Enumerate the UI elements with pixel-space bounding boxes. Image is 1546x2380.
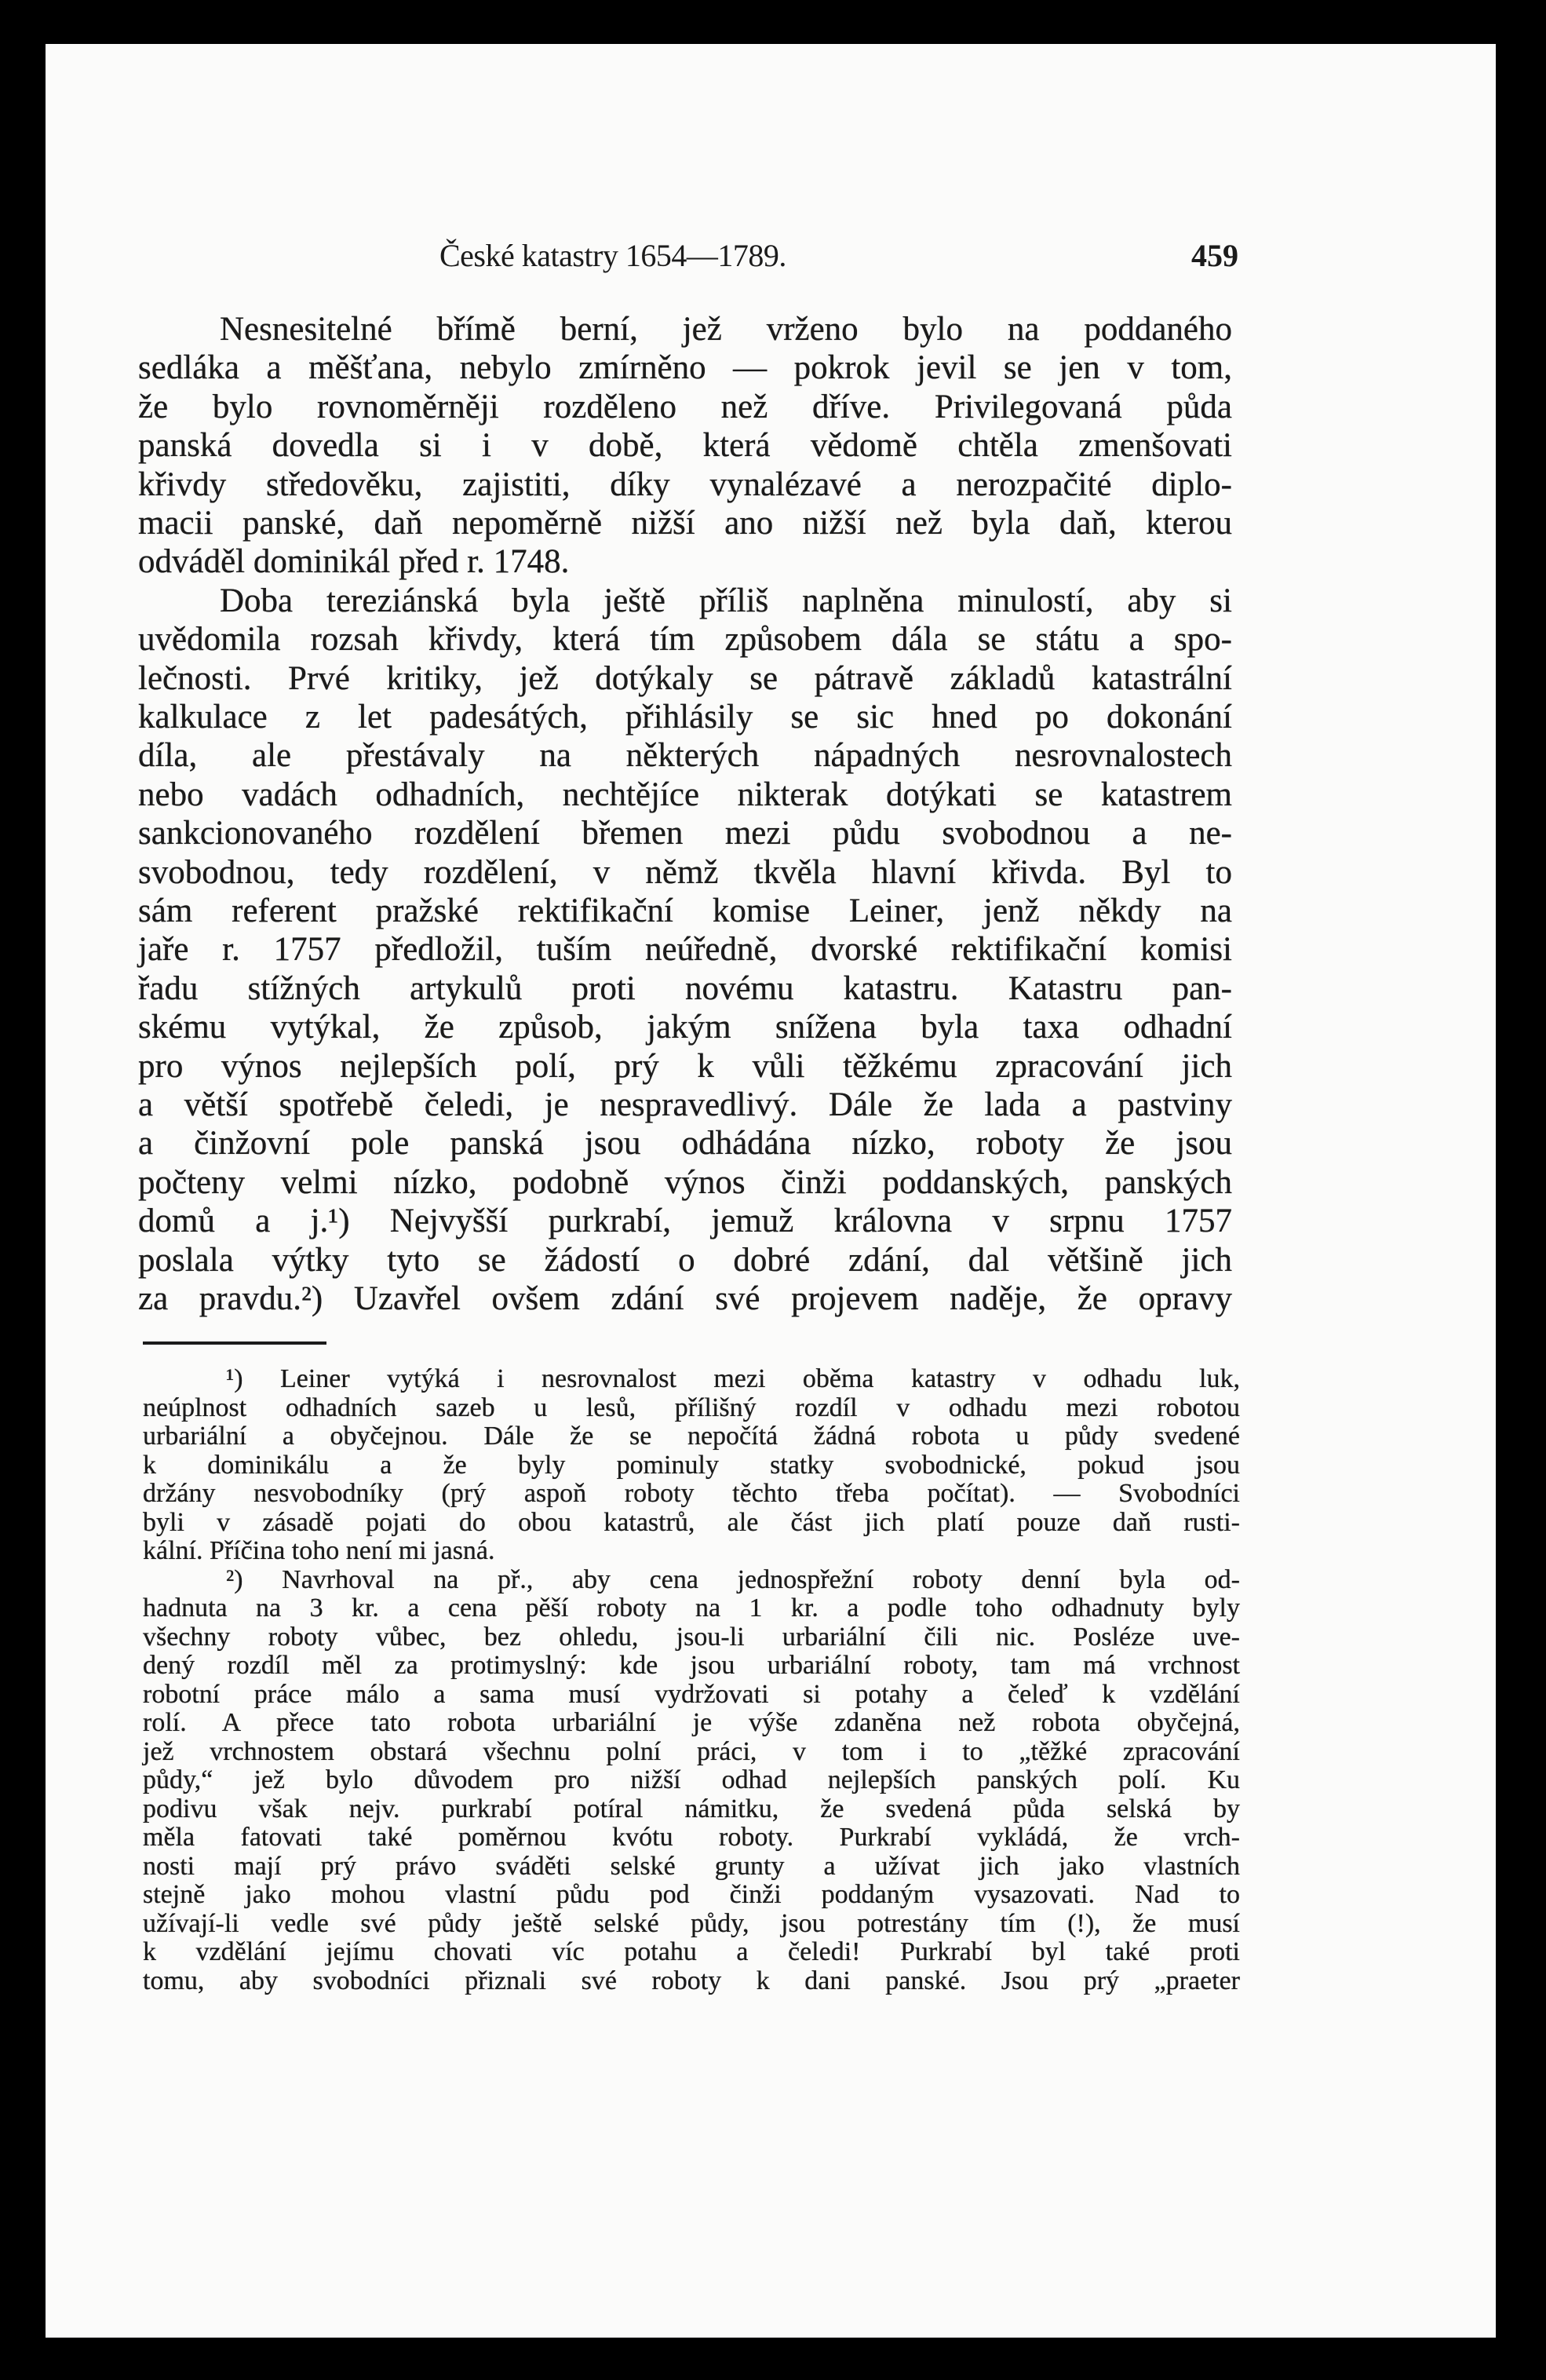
body-text-line: za pravdu.²) Uzavřel ovšem zdání své projevem naděje, že opravy <box>138 1280 1232 1317</box>
body-text-line: poslala výtky tyto se žádostí o dobré zdání, dal většině jich <box>138 1241 1232 1279</box>
footnote-line: dený rozdíl měl za protimyslný: kde jsou urbariální roboty, tam má vrchnost <box>143 1651 1240 1680</box>
footnote-line: stejně jako mohou vlastní půdu pod činži poddaným vysazovati. Nad to <box>143 1880 1240 1909</box>
footnote-line: tomu, aby svobodníci přiznali své roboty k dani panské. Jsou prý „praeter <box>143 1966 1240 1995</box>
body-text-line: macii panské, daň nepoměrně nižší ano nižší než byla daň, kterou <box>138 505 1232 542</box>
body-text-line: sám referent pražské rektifikační komise Leiner, jenž někdy na <box>138 892 1232 929</box>
body-text-line: Nesnesitelné břímě berní, jež vrženo bylo na poddaného <box>220 311 1232 348</box>
footnote-line: ¹) Leiner vytýká i nesrovnalost mezi oběma katastry v odhadu luk, <box>226 1364 1240 1393</box>
footnote-line: urbariální a obyčejnou. Dále že se nepočítá žádná robota u půdy svedené <box>143 1422 1240 1451</box>
body-text-line: uvědomila rozsah křivdy, která tím způsobem dála se státu a spo- <box>138 621 1232 659</box>
body-text-line: sankcionovaného rozdělení břemen mezi půdu svobodnou a ne- <box>138 815 1232 852</box>
body-text-line: nebo vadách odhadních, nechtějíce nikterak dotýkati se katastrem <box>138 776 1232 813</box>
footnote-line: kální. Příčina toho není mi jasná. <box>143 1536 495 1565</box>
body-text-line: Doba tereziánská byla ještě příliš naplněna minulostí, aby si <box>220 582 1232 619</box>
footnote-line: užívají-li vedle své půdy ještě selské půdy, jsou potrestány tím (!), že musí <box>143 1908 1240 1938</box>
body-text-line: sedláka a měšťana, nebylo zmírněno — pokrok jevil se jen v tom, <box>138 349 1232 387</box>
footnote-line: měla fatovati také poměrnou kvótu roboty. Purkrabí vykládá, že vrch- <box>143 1823 1240 1852</box>
body-text-line: domů a j.¹) Nejvyšší purkrabí, jemuž královna v srpnu 1757 <box>138 1203 1232 1240</box>
footnote-line: hadnuta na 3 kr. a cena pěší roboty na 1 kr. a podle toho odhadnuty byly <box>143 1593 1240 1623</box>
body-text-line: svobodnou, tedy rozdělení, v němž tkvěla hlavní křivda. Byl to <box>138 853 1232 891</box>
footnote-line: ²) Navrhoval na př., aby cena jednospřežní roboty denní byla od- <box>226 1564 1240 1594</box>
footnote-line: k vzdělání jejímu chovati víc potahu a čeledi! Purkrabí byl také proti <box>143 1937 1240 1966</box>
body-text-line: a větší spotřebě čeledi, je nespravedlivý. Dále že lada a pastviny <box>138 1086 1232 1123</box>
footnote-separator <box>143 1341 326 1345</box>
body-text-line: jaře r. 1757 předložil, tuším neúředně, dvorské rektifikační komisi <box>138 931 1232 969</box>
footnote-line: držány nesvobodníky (prý aspoň roboty těchto třeba počítat). — Svobodníci <box>143 1479 1240 1508</box>
body-text-line: křivdy středověku, zajistiti, díky vynalézavé a nerozpačité diplo- <box>138 465 1232 503</box>
footnote-line: neúplnost odhadních sazeb u lesů, přílišný rozdíl v odhadu mezi robotou <box>143 1393 1240 1422</box>
footnote-line: rolí. A přece tato robota urbariální je výše zdaněna než robota obyčejná, <box>143 1708 1240 1737</box>
footnote-line: půdy,“ jež bylo důvodem pro nižší odhad nejlepších panských polí. Ku <box>143 1765 1240 1794</box>
footnote-line: jež vrchnostem obstará všechnu polní práci, v tom i to „těžké zpracování <box>143 1736 1240 1766</box>
body-text-line: díla, ale přestávaly na některých nápadných nesrovnalostech <box>138 737 1232 775</box>
body-text-line: kalkulace z let padesátých, přihlásily se sic hned po dokonání <box>138 699 1232 736</box>
footnote-line: byli v zásadě pojati do obou katastrů, ale část jich platí pouze daň rusti- <box>143 1507 1240 1537</box>
body-text-line: pro výnos nejlepších polí, prý k vůli těžkému zpracování jich <box>138 1047 1232 1085</box>
footnote-line: k dominikálu a že byly pominuly statky svobodnické, pokud jsou <box>143 1450 1240 1480</box>
footnote-line: robotní práce málo a sama musí vydržovati si potahy a čeleď k vzdělání <box>143 1679 1240 1709</box>
body-text-line: panská dovedla si i v době, která vědomě chtěla zmenšovati <box>138 427 1232 465</box>
body-text-line: odváděl dominikál před r. 1748. <box>138 543 570 581</box>
footnote-line: nosti mají prý právo sváděti selské grunty a užívat jich jako vlastních <box>143 1851 1240 1881</box>
page-number: 459 <box>1191 238 1238 273</box>
footnote-line: podivu však nejv. purkrabí potíral námitku, že svedená půda selská by <box>143 1794 1240 1823</box>
running-header-title: České katastry 1654—1789. <box>439 238 786 273</box>
body-text-line: řadu stížných artykulů proti novému katastru. Katastru pan- <box>138 969 1232 1007</box>
body-text-line: lečnosti. Prvé kritiky, jež dotýkaly se pátravě základů katastrální <box>138 659 1232 697</box>
body-text-line: že bylo rovnoměrněji rozděleno než dříve. Privilegovaná půda <box>138 388 1232 425</box>
footnote-line: všechny roboty vůbec, bez ohledu, jsou-li urbariální čili nic. Posléze uve- <box>143 1622 1240 1652</box>
body-text-line: skému vytýkal, že způsob, jakým snížena byla taxa odhadní <box>138 1009 1232 1046</box>
body-text-line: a činžovní pole panská jsou odhádána nízko, roboty že jsou <box>138 1125 1232 1163</box>
body-text-line: počteny velmi nízko, podobně výnos činži poddanských, panských <box>138 1163 1232 1201</box>
